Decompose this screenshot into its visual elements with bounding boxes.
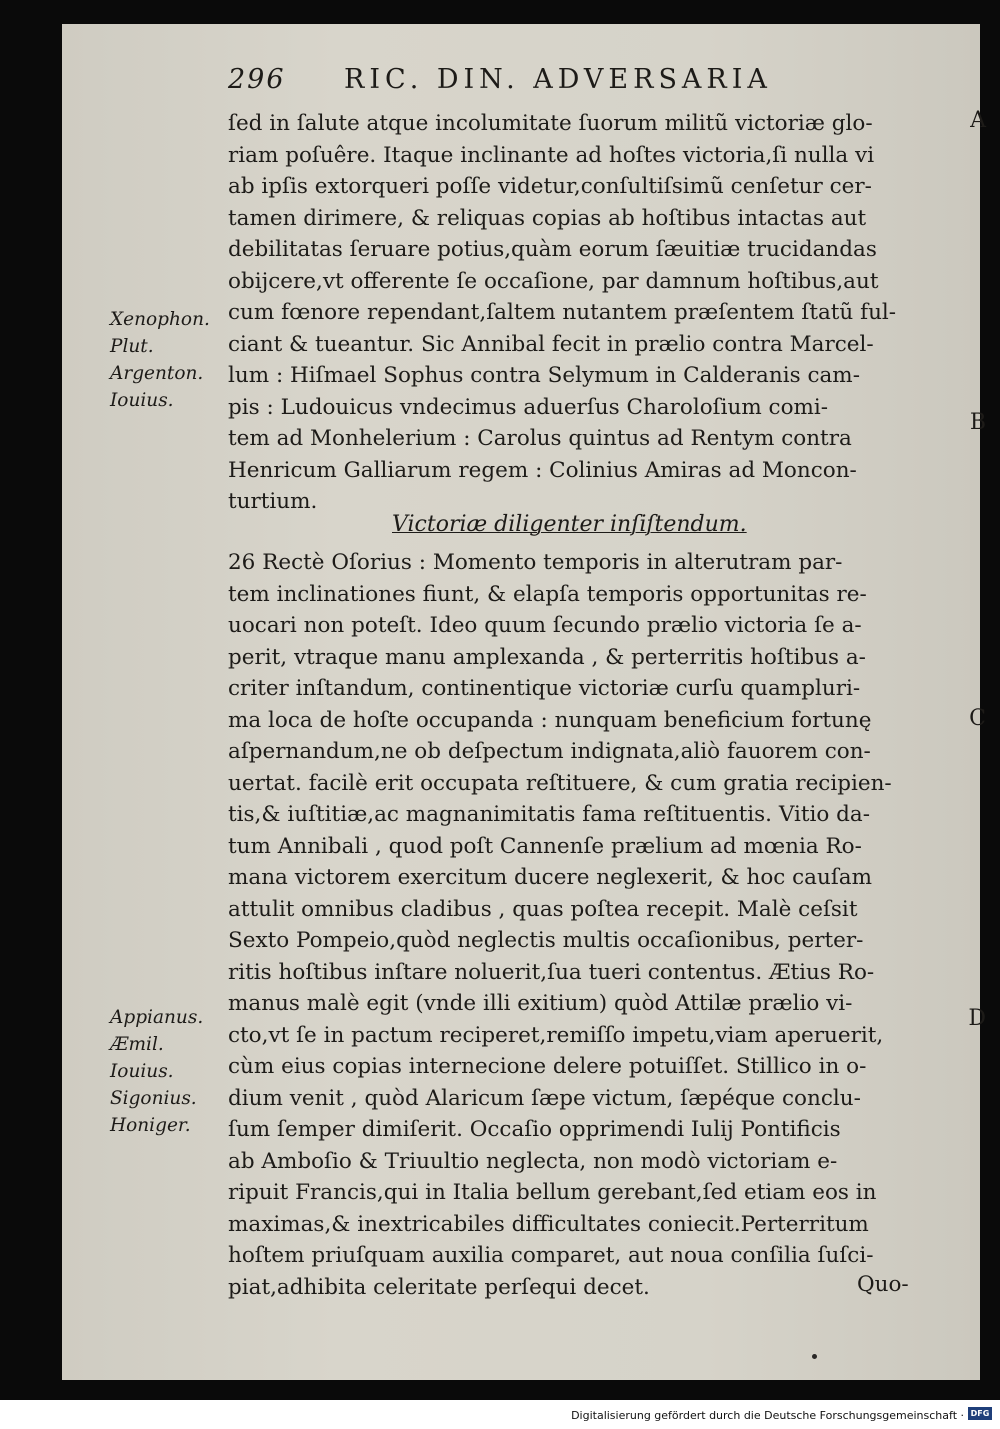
text-line: cto,vt ſe in pactum reciperet,remiſſo impetu,viam aperuerit, xyxy=(228,1022,884,1048)
margin-letter-a: A xyxy=(970,108,986,133)
margin-letter-b: B xyxy=(969,410,986,435)
page-header xyxy=(228,64,908,104)
text-line: tamen dirimere, & reliquas copias ab hoſtibus intactas aut xyxy=(228,205,867,231)
text-line: ab ipſis extorqueri poſſe videtur,conſultiſsimũ cenſetur cer- xyxy=(228,174,872,199)
text-line: ciant & tueantur. Sic Annibal fecit in prælio contra Marcel- xyxy=(228,331,874,357)
funding-note: Digitalisierung gefördert durch die Deutsche Forschungsgemeinschaft · xyxy=(571,1409,964,1422)
sidenote-entry: Xenophon. xyxy=(110,309,210,330)
text-line: tem inclinationes fiunt, & elapſa temporis opportunitas re- xyxy=(228,581,867,607)
sidenote-entry: Honiger. xyxy=(110,1115,191,1136)
margin-letter-d: D xyxy=(968,1006,986,1031)
text-line: attulit omnibus cladibus , quas poſtea recepit. Malè ceſsit xyxy=(228,896,858,922)
catchword: Quo- xyxy=(857,1272,909,1297)
book-page xyxy=(62,24,986,1380)
text-line: criter inſtandum, continentique victoriæ curſu quampluri- xyxy=(228,676,861,701)
text-line: Henricum Galliarum regem : Colinius Amiras ad Moncon- xyxy=(228,457,857,483)
text-line: uocari non poteſt. Ideo quum ſecundo prælio victoria ſe a- xyxy=(228,613,862,638)
sidenote-entry: Plut. xyxy=(110,336,154,357)
text-line: ſum ſemper dimiſerit. Occaſio opprimendi Iulij Pontificis xyxy=(228,1117,841,1142)
text-line: ſed in ſalute atque incolumitate ſuorum militũ victoriæ glo- xyxy=(228,111,873,136)
text-line: debilitatas ſeruare potius,quàm eorum ſæuitiæ trucidandas xyxy=(228,237,877,262)
text-line: piat,adhibita celeritate perſequi decet. xyxy=(228,1274,650,1300)
text-line: lum : Hiſmael Sophus contra Selymum in Calderanis cam- xyxy=(228,363,860,388)
text-line: turtium. xyxy=(228,489,318,514)
sidenote-entry: Sigonius. xyxy=(110,1088,197,1109)
text-line: dium venit , quòd Alaricum ſæpe victum, ſæpéque conclu- xyxy=(228,1085,861,1111)
sidenote-entry: Æmil. xyxy=(110,1034,164,1055)
section-heading: Victoriæ diligenter inſiſtendum. xyxy=(392,512,747,537)
footer-bar xyxy=(0,1400,1000,1429)
sidenote-entry: Argenton. xyxy=(110,363,204,384)
text-line: ritis hoſtibus inſtare noluerit,ſua tueri contentus. Ætius Ro- xyxy=(228,959,875,985)
marginal-notes-1 xyxy=(110,306,210,414)
text-line: ma loca de hoſte occupanda : nunquam beneficium fortunę xyxy=(228,707,872,733)
marginal-notes-2 xyxy=(110,1004,203,1139)
text-line: uertat. facilè erit occupata reſtituere, & cum gratia recipien- xyxy=(228,770,892,796)
sidenote-entry: Appianus. xyxy=(110,1007,204,1028)
paragraph-2 xyxy=(228,547,952,1303)
margin-letter-c: C xyxy=(969,706,986,731)
text-line: riam poſuêre. Itaque inclinante ad hoſtes victoria,ſi nulla vi xyxy=(228,142,875,168)
text-line: ab Amboſio & Triuultio neglecta, non modò victoriam e- xyxy=(228,1148,838,1174)
text-line: tem ad Monhelerium : Carolus quintus ad Rentym contra xyxy=(228,426,852,451)
text-line: manus malè egit (vnde illi exitium) quòd Attilæ prælio vi- xyxy=(228,991,853,1016)
text-line: obijcere,vt offerente ſe occaſione, par damnum hoſtibus,aut xyxy=(228,268,879,294)
sidenote-entry: Iouius. xyxy=(110,390,174,411)
dfg-logo-icon: DFG xyxy=(968,1407,992,1420)
text-line: perit, vtraque manu amplexanda , & perterritis hoſtibus a- xyxy=(228,644,866,670)
text-line: pis : Ludouicus vndecimus aduerſus Charoloſium comi- xyxy=(228,394,829,420)
text-line: ripuit Francis,qui in Italia bellum gerebant,ſed etiam eos in xyxy=(228,1180,877,1205)
text-line: cum fœnore rependant,ſaltem nutantem præſentem ſtatũ ful- xyxy=(228,300,897,325)
text-line: cùm eius copias internecione delere potuiſſet. Stillico in o- xyxy=(228,1054,867,1079)
text-line: maximas,& inextricabiles difficultates coniecit.Perterritum xyxy=(228,1211,869,1237)
text-line: tum Annibali , quod poſt Cannenſe prælium ad mœnia Ro- xyxy=(228,833,862,859)
paragraph-1 xyxy=(228,108,952,518)
text-line: Sexto Pompeio,quòd neglectis multis occaſionibus, perter- xyxy=(228,928,864,953)
text-line: aſpernandum,ne ob deſpectum indignata,aliò fauorem con- xyxy=(228,739,871,764)
page-dot xyxy=(812,1354,817,1359)
running-title: RIC. DIN. ADVERSARIA xyxy=(344,64,772,95)
text-line: mana victorem exercitum ducere neglexerit, & hoc cauſam xyxy=(228,865,873,890)
text-line: 26 Rectè Oſorius : Momento temporis in alterutram par- xyxy=(228,550,843,575)
sidenote-entry: Iouius. xyxy=(110,1061,174,1082)
text-line: hoſtem priuſquam auxilia comparet, aut noua conſilia ſuſci- xyxy=(228,1243,874,1268)
page-number: 296 xyxy=(228,64,286,95)
text-line: tis,& iuſtitiæ,ac magnanimitatis fama reſtituentis. Vitio da- xyxy=(228,802,870,827)
